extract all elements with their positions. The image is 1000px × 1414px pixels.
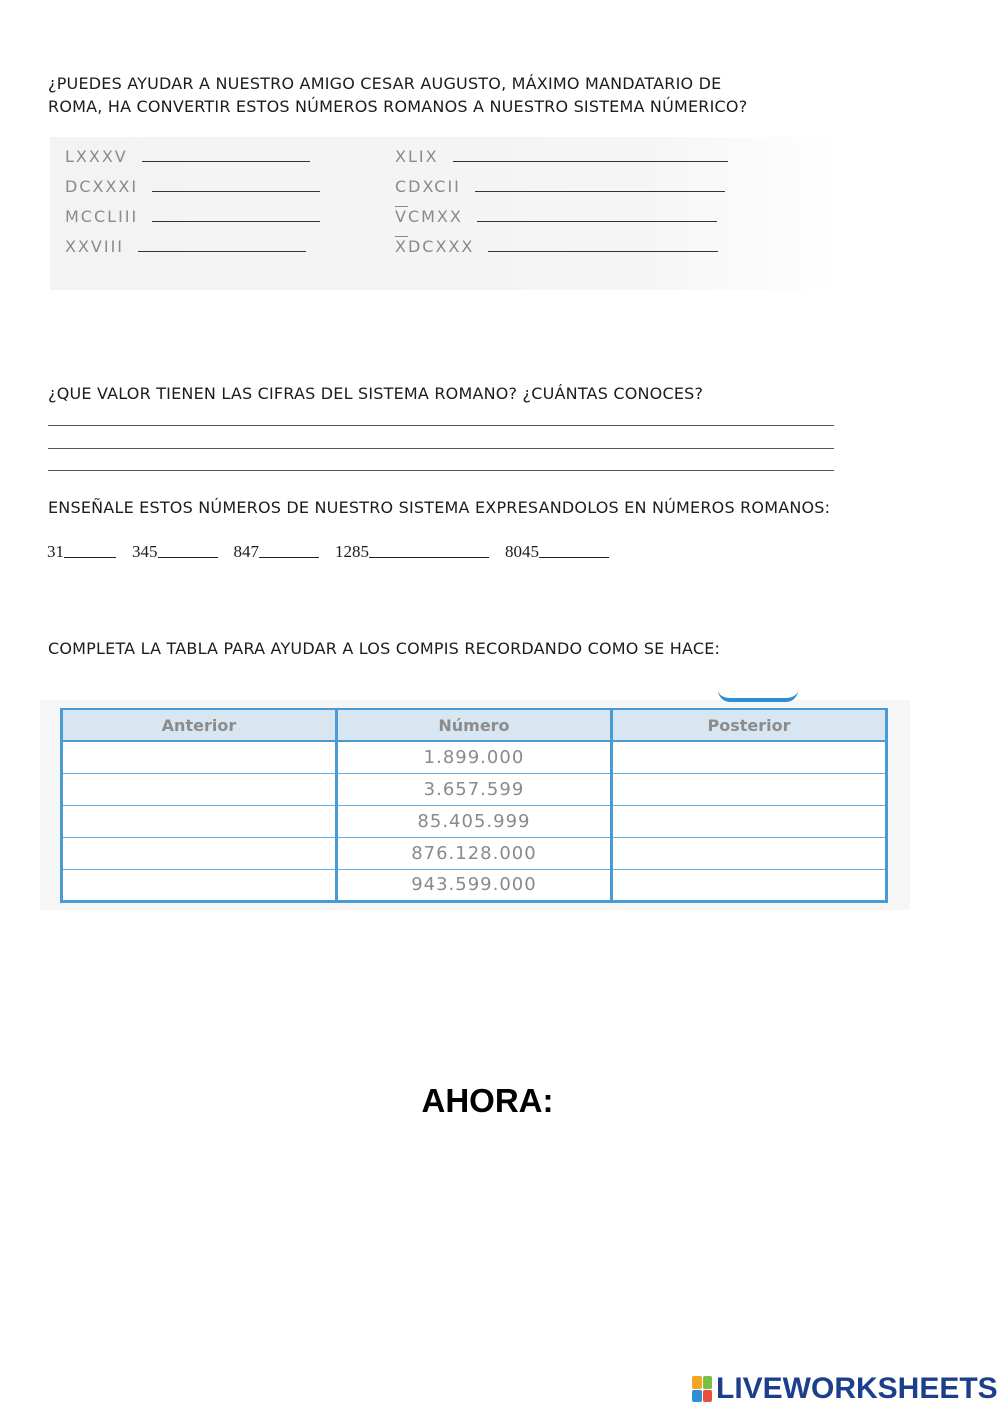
number-item xyxy=(47,542,116,562)
roman-item xyxy=(395,237,718,256)
roman-numeral: MCCLIII xyxy=(65,207,139,226)
header-posterior: Posterior xyxy=(612,709,887,741)
numero-cell: 1.899.000 xyxy=(336,741,611,773)
number-value: 31 xyxy=(47,542,64,561)
predecessor-successor-table xyxy=(60,708,888,903)
question-2: ¿QUE VALOR TIENEN LAS CIFRAS DEL SISTEMA ROMANO? ¿CUÁNTAS CONOCES? xyxy=(48,384,704,403)
answer-line[interactable] xyxy=(453,161,728,162)
roman-item xyxy=(395,147,728,166)
roman-numeral: XXVIII xyxy=(65,237,125,256)
writing-line[interactable] xyxy=(48,425,834,426)
answer-line[interactable] xyxy=(475,191,725,192)
logo-square xyxy=(692,1390,702,1403)
number-item xyxy=(234,542,320,562)
numero-cell: 3.657.599 xyxy=(336,773,611,805)
roman-numeral: $\overline{V}CMXX$ xyxy=(395,207,463,226)
logo-square xyxy=(703,1390,713,1403)
liveworksheets-brand xyxy=(692,1372,998,1406)
answer-line[interactable] xyxy=(142,161,310,162)
roman-numeral: CDXCII xyxy=(395,177,461,196)
roman-item xyxy=(65,147,310,166)
answer-blank[interactable] xyxy=(158,557,218,558)
brand-name: LIVEWORKSHEETS xyxy=(716,1372,998,1405)
liveworksheets-logo-icon xyxy=(692,1376,712,1402)
answer-blank[interactable] xyxy=(539,557,609,558)
roman-numerals-panel xyxy=(50,137,840,290)
table-row xyxy=(62,837,887,869)
posterior-cell[interactable] xyxy=(612,837,887,869)
question-4: COMPLETA LA TABLA PARA AYUDAR A LOS COMPIS RECORDANDO COMO SE HACE: xyxy=(48,639,721,658)
answer-line[interactable] xyxy=(138,251,306,252)
posterior-cell[interactable] xyxy=(612,869,887,901)
header-anterior: Anterior xyxy=(62,709,337,741)
roman-numeral: DCXXXI xyxy=(65,177,139,196)
answer-blank[interactable] xyxy=(259,557,319,558)
writing-line[interactable] xyxy=(48,448,834,449)
number-item xyxy=(335,542,489,562)
numero-cell: 943.599.000 xyxy=(336,869,611,901)
logo-square xyxy=(703,1376,713,1389)
anterior-cell[interactable] xyxy=(62,805,337,837)
numero-cell: 85.405.999 xyxy=(336,805,611,837)
answer-line[interactable] xyxy=(152,191,320,192)
answer-line[interactable] xyxy=(488,251,718,252)
ahora-heading: AHORA: xyxy=(421,1082,554,1119)
answer-line[interactable] xyxy=(152,221,320,222)
question-1-line-1: ¿PUEDES AYUDAR A NUESTRO AMIGO CESAR AUGUSTO, MÁXIMO MANDATARIO DE xyxy=(48,74,722,93)
roman-numeral: $\overline{X}DCXXX$ xyxy=(395,237,475,256)
number-value: 847 xyxy=(233,542,259,561)
roman-numeral: XLIX xyxy=(395,147,439,166)
number-item xyxy=(505,542,609,562)
table-row xyxy=(62,805,887,837)
anterior-cell[interactable] xyxy=(62,869,337,901)
numbers-row xyxy=(47,542,625,562)
posterior-cell[interactable] xyxy=(612,773,887,805)
numero-cell: 876.128.000 xyxy=(336,837,611,869)
roman-item xyxy=(395,177,725,196)
header-numero: Número xyxy=(336,709,611,741)
number-value: 345 xyxy=(132,542,158,561)
roman-item xyxy=(65,177,320,196)
writing-line[interactable] xyxy=(48,470,834,471)
number-value: 1285 xyxy=(335,542,369,561)
table-row xyxy=(62,869,887,901)
roman-item xyxy=(395,207,717,226)
question-1-line-2: ROMA, HA CONVERTIR ESTOS NÚMEROS ROMANOS A NUESTRO SISTEMA NÚMERICO? xyxy=(48,97,748,116)
anterior-cell[interactable] xyxy=(62,837,337,869)
table-row xyxy=(62,741,887,773)
number-value: 8045 xyxy=(505,542,539,561)
logo-square xyxy=(692,1376,702,1389)
decorative-arc xyxy=(718,690,798,702)
table-header-row xyxy=(62,709,887,741)
posterior-cell[interactable] xyxy=(612,805,887,837)
answer-blank[interactable] xyxy=(64,557,116,558)
answer-line[interactable] xyxy=(477,221,717,222)
roman-numeral: LXXXV xyxy=(65,147,128,166)
posterior-cell[interactable] xyxy=(612,741,887,773)
answer-blank[interactable] xyxy=(369,557,489,558)
number-item xyxy=(132,542,218,562)
anterior-cell[interactable] xyxy=(62,741,337,773)
roman-item xyxy=(65,237,306,256)
anterior-cell[interactable] xyxy=(62,773,337,805)
table-row xyxy=(62,773,887,805)
roman-item xyxy=(65,207,320,226)
question-3: ENSEÑALE ESTOS NÚMEROS DE NUESTRO SISTEMA EXPRESANDOLOS EN NÚMEROS ROMANOS: xyxy=(48,498,831,517)
